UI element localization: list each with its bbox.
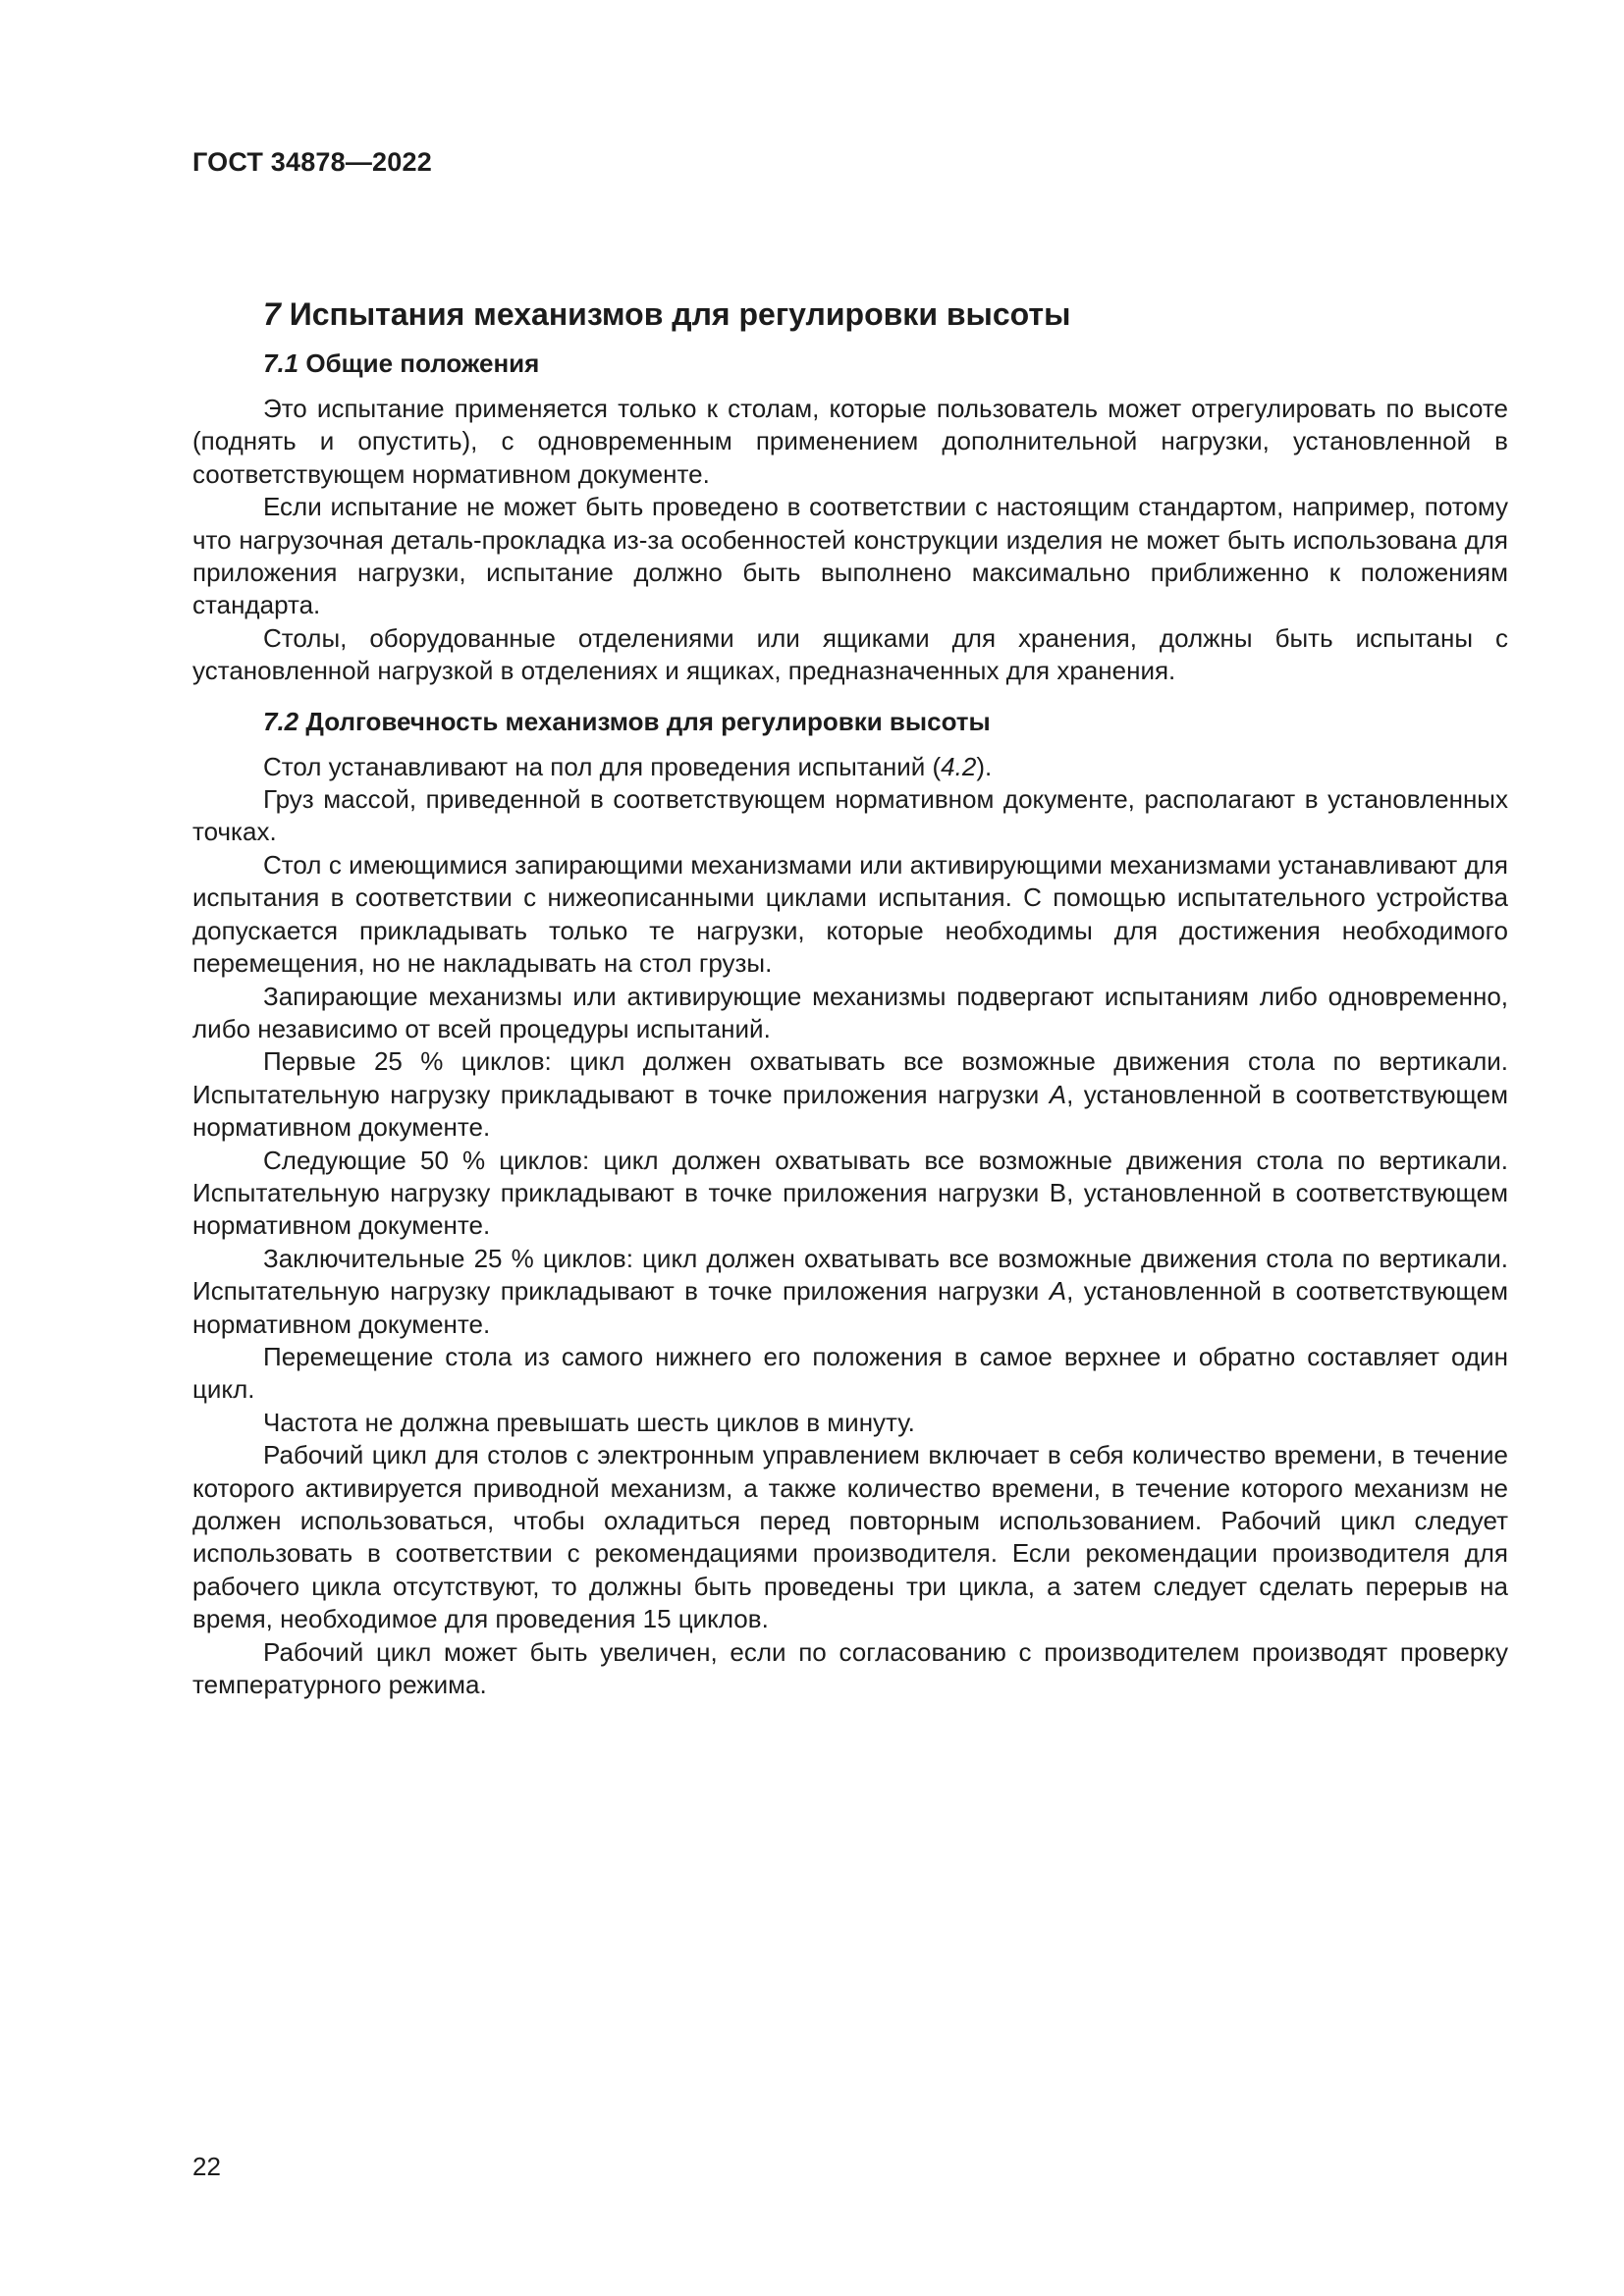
paragraph: Рабочий цикл для столов с электронным управлением включает в себя количество времени, в течение которого активируется приводной механизм, а также количество времени, в течение которого механизм не должен использоваться, чтобы охладиться перед повторным использованием. Рабочий цикл следует использовать в соответствии с рекомендациями производителя. Если рекомендации производителя для рабочего цикла отсутствуют, то должны быть проведены три цикла, а затем следует сделать перерыв на время, необходимое для проведения 15 циклов. xyxy=(192,1440,1508,1634)
paragraph: Частота не должна превышать шесть циклов в минуту. xyxy=(263,1407,915,1437)
paragraph: Рабочий цикл может быть увеличен, если по согласованию с производителем производят проверку температурного режима. xyxy=(192,1636,1508,1700)
paragraph xyxy=(192,751,1508,783)
paragraph-text: Заключительные 25 % циклов: цикл должен охватывать все возможные движения стола по вертикали. Испытательную нагрузку прикладывают в точке приложения нагрузки xyxy=(192,1243,1508,1307)
page-content xyxy=(192,294,1508,1701)
paragraph: Запирающие механизмы или активирующие механизмы подвергают испытаниям либо одновременно, либо независимо от всей процедуры испытаний. xyxy=(192,981,1508,1043)
clause-reference: 4.2 xyxy=(941,751,977,781)
load-point-label: А xyxy=(1049,1079,1067,1109)
subsection-title: Долговечность механизмов для регулировки высоты xyxy=(305,706,991,736)
paragraph xyxy=(192,1045,1508,1144)
paragraph xyxy=(192,1243,1508,1341)
subsection-title: Общие положения xyxy=(305,348,540,378)
paragraph: Столы, оборудованные отделениями или ящиками для хранения, должны быть испытаны с установленной нагрузкой в отделениях и ящиках, предназначенных для хранения. xyxy=(192,622,1508,686)
paragraph: Следующие 50 % циклов: цикл должен охватывать все возможные движения стола по вертикали. Испытательную нагрузку прикладывают в точке приложения нагрузки В, установленной в соответствующем нормативном документе. xyxy=(192,1145,1508,1241)
paragraph-text: Первые 25 % циклов: цикл должен охватывать все возможные движения стола по вертикали. Испытательную нагрузку прикладывают в точке приложения нагрузки xyxy=(192,1046,1508,1109)
paragraph: Если испытание не может быть проведено в соответствии с настоящим стандартом, например, потому что нагрузочная деталь-прокладка из-за особенностей конструкции изделия не может быть использована для приложения нагрузки, испытание должно быть выполнено максимально приближенно к положениям стандарта. xyxy=(192,492,1508,620)
subsection-heading-7-1 xyxy=(263,346,1508,381)
paragraph: Перемещение стола из самого нижнего его положения в самое верхнее и обратно составляет один цикл. xyxy=(192,1341,1508,1405)
paragraph: Стол с имеющимися запирающими механизмами или активирующими механизмами устанавливают для испытания в соответствии с нижеописанными циклами испытания. С помощью испытательного устройства допускается прикладывать только те нагрузки, которые необходимы для достижения необходимого перемещения, но не накладывать на стол грузы. xyxy=(192,849,1508,979)
paragraph-text: ). xyxy=(976,751,993,781)
section-number: 7 xyxy=(263,296,281,332)
paragraph-text: , установленной в соответствующем нормативном документе. xyxy=(192,1276,1508,1339)
document-header: ГОСТ 34878—2022 xyxy=(192,147,432,177)
subsection-heading-7-2 xyxy=(263,704,1508,739)
section-heading xyxy=(263,294,1508,334)
paragraph: Это испытание применяется только к столам, которые пользователь может отрегулировать по высоте (поднять и опустить), с одновременным применением дополнительной нагрузки, установленной в соответствующем нормативном документе. xyxy=(192,394,1508,489)
paragraph-text: , установленной в соответствующем нормативном документе. xyxy=(192,1079,1508,1143)
subsection-number: 7.1 xyxy=(263,348,299,378)
paragraph: Груз массой, приведенной в соответствующем нормативном документе, располагают в установленных точках. xyxy=(192,784,1508,847)
load-point-label: А xyxy=(1049,1276,1067,1307)
page-number: 22 xyxy=(192,2152,221,2181)
paragraph-text: Стол устанавливают на пол для проведения испытаний ( xyxy=(263,751,942,781)
section-title: Испытания механизмов для регулировки высоты xyxy=(289,296,1071,332)
subsection-number: 7.2 xyxy=(263,706,299,736)
